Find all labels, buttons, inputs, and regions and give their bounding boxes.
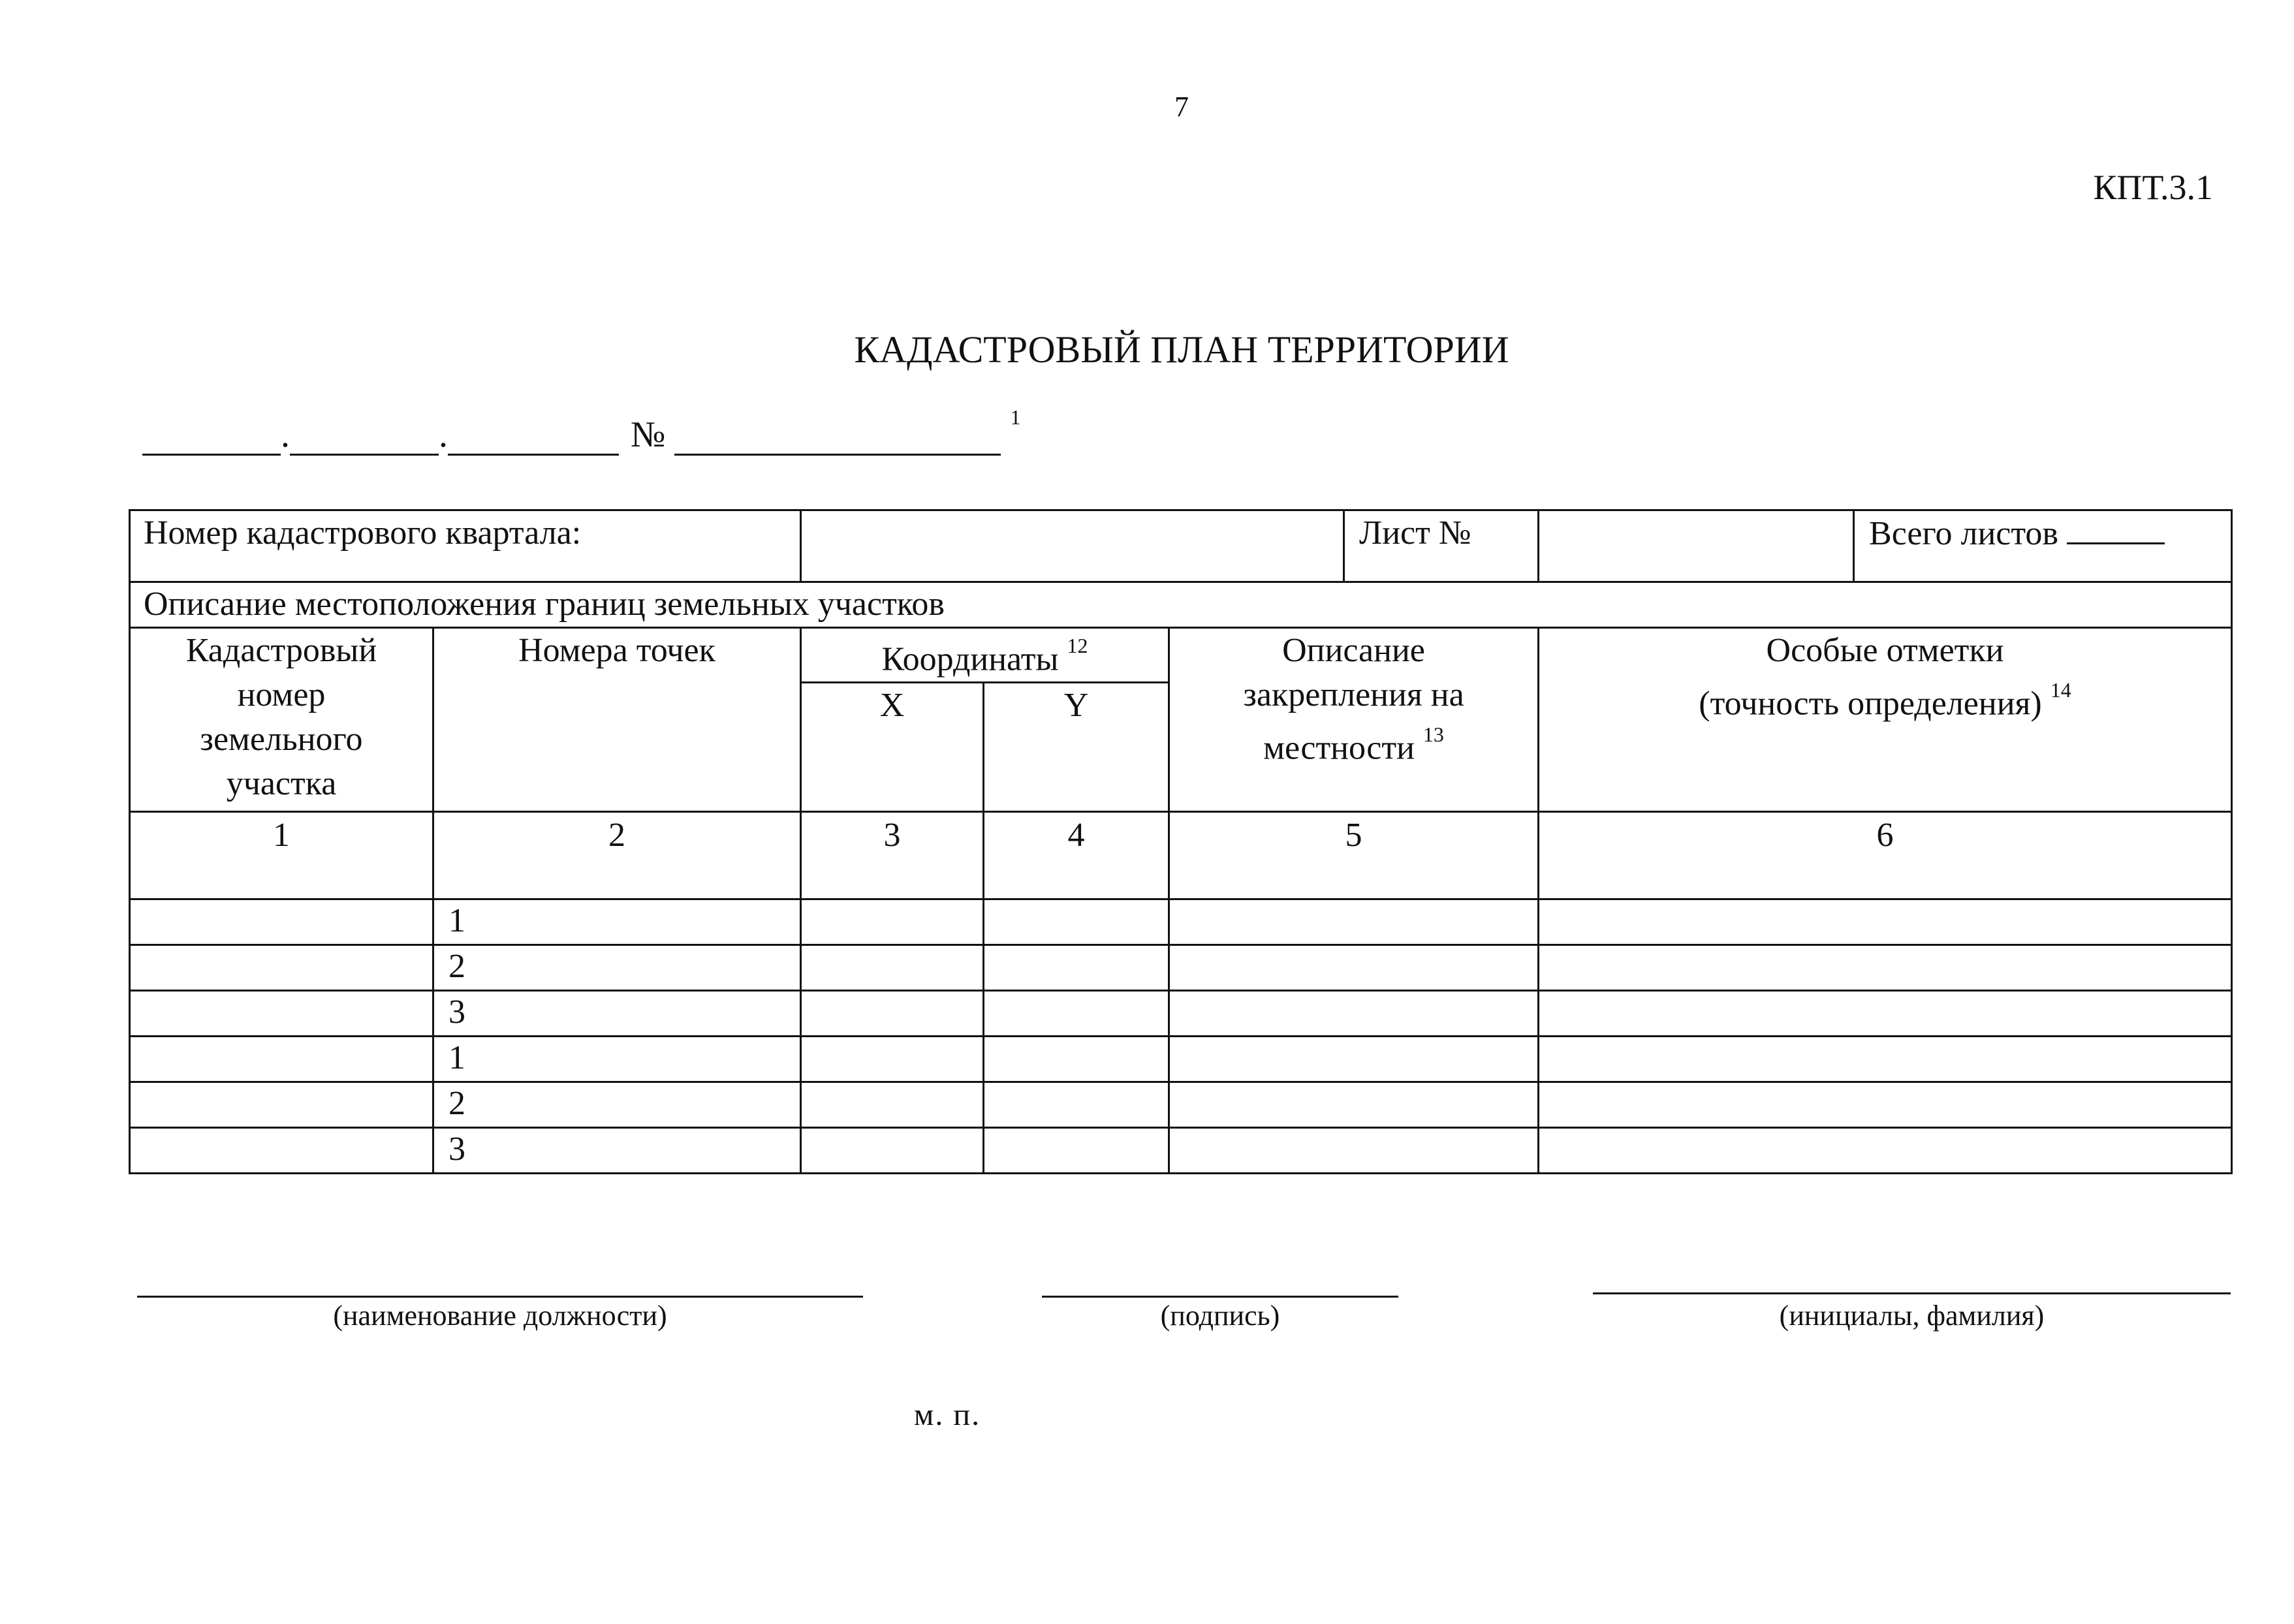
- document-number-blank[interactable]: [674, 420, 1001, 456]
- date-separator: .: [439, 414, 448, 455]
- cadastral-number-cell[interactable]: [130, 945, 433, 991]
- stamp-place-label: м. п.: [914, 1398, 981, 1432]
- column-number: 3: [801, 812, 984, 899]
- fixing-cell[interactable]: [1169, 1128, 1539, 1174]
- fixing-cell[interactable]: [1169, 945, 1539, 991]
- quarter-label-cell: [130, 510, 801, 582]
- number-sign: №: [631, 414, 666, 455]
- quarter-value-cell[interactable]: [801, 510, 1539, 582]
- point-number-cell: 3: [433, 991, 801, 1037]
- cadastral-number-cell[interactable]: [130, 991, 433, 1037]
- total-sheets-blank[interactable]: [2067, 514, 2165, 544]
- cadastral-number-cell[interactable]: [130, 1128, 433, 1174]
- col-remarks-header: [1539, 628, 2232, 812]
- form-code: КПТ.3.1: [2093, 168, 2213, 207]
- point-number-cell: 2: [433, 1082, 801, 1128]
- signature-line[interactable]: [1042, 1296, 1398, 1298]
- name-signature-line[interactable]: [1593, 1292, 2231, 1294]
- date-number-line: [142, 405, 1021, 456]
- table-row: [130, 1128, 2232, 1174]
- remarks-cell[interactable]: [1539, 1128, 2232, 1174]
- y-cell[interactable]: [984, 1037, 1169, 1082]
- fixing-cell[interactable]: [1169, 899, 1539, 945]
- x-cell[interactable]: [801, 945, 984, 991]
- column-number: 4: [984, 812, 1169, 899]
- col-x-header: X: [801, 683, 984, 812]
- table-row: [130, 945, 2232, 991]
- table-row: [130, 1082, 2232, 1128]
- quarter-row: [130, 510, 2232, 582]
- signature-caption: (подпись): [1160, 1300, 1280, 1332]
- year-blank[interactable]: [448, 420, 619, 456]
- name-caption: (инициалы, фамилия): [1779, 1300, 2045, 1332]
- total-sheets: [1855, 511, 2165, 581]
- col-points-header: Номера точек: [433, 628, 801, 812]
- col-cadastral-line: участка: [226, 765, 337, 802]
- date-separator: .: [281, 414, 290, 455]
- y-cell[interactable]: [984, 1128, 1169, 1174]
- table-row: [130, 991, 2232, 1037]
- page-number: 7: [1174, 91, 1189, 123]
- section-title-row: [130, 582, 2232, 628]
- footnote-marker: 13: [1422, 723, 1444, 746]
- column-number: 2: [433, 812, 801, 899]
- month-blank[interactable]: [290, 420, 439, 456]
- position-signature-line[interactable]: [137, 1296, 863, 1298]
- table-row: [130, 1037, 2232, 1082]
- position-caption: (наименование должности): [333, 1300, 667, 1332]
- remarks-cell[interactable]: [1539, 1037, 2232, 1082]
- column-number: 6: [1539, 812, 2232, 899]
- x-cell[interactable]: [801, 1037, 984, 1082]
- footnote-marker: 1: [1010, 405, 1021, 429]
- fixing-cell[interactable]: [1169, 1037, 1539, 1082]
- remarks-cell[interactable]: [1539, 945, 2232, 991]
- column-number: 1: [130, 812, 433, 899]
- remarks-cell[interactable]: [1539, 899, 2232, 945]
- x-cell[interactable]: [801, 1082, 984, 1128]
- total-sheets-label: Всего листов: [1869, 515, 2058, 552]
- sheet-number-blank[interactable]: [1359, 552, 1475, 582]
- quarter-value[interactable]: [802, 511, 1345, 581]
- remarks-cell[interactable]: [1539, 991, 2232, 1037]
- y-cell[interactable]: [984, 945, 1169, 991]
- fixing-cell[interactable]: [1169, 991, 1539, 1037]
- col-fixing-line: Описание: [1282, 632, 1425, 669]
- point-number-cell: 1: [433, 899, 801, 945]
- table-row: [130, 899, 2232, 945]
- col-fixing-line: [1170, 717, 1537, 770]
- col-remarks-line: [1539, 673, 2231, 726]
- cadastral-table: [129, 509, 2233, 1174]
- remarks-cell[interactable]: [1539, 1082, 2232, 1128]
- x-cell[interactable]: [801, 991, 984, 1037]
- col-fixing-line: закрепления на: [1243, 676, 1464, 713]
- section-title: Описание местоположения границ земельных участков: [130, 582, 2232, 628]
- coordinates-label: Координаты: [881, 640, 1059, 678]
- document-title: КАДАСТРОВЫЙ ПЛАН ТЕРРИТОРИИ: [854, 328, 1509, 371]
- y-cell[interactable]: [984, 1082, 1169, 1128]
- total-sheets-cell: [1539, 510, 2232, 582]
- y-cell[interactable]: [984, 991, 1169, 1037]
- column-numbers-row: [130, 812, 2232, 899]
- sheet-label: Лист №: [1359, 514, 1471, 552]
- col-y-header: Y: [984, 683, 1169, 812]
- cadastral-number-cell[interactable]: [130, 899, 433, 945]
- col-cadastral-line: Кадастровый: [185, 632, 377, 669]
- fixing-cell[interactable]: [1169, 1082, 1539, 1128]
- col-fixing-text: местности: [1263, 729, 1415, 767]
- cadastral-number-cell[interactable]: [130, 1082, 433, 1128]
- x-cell[interactable]: [801, 899, 984, 945]
- x-cell[interactable]: [801, 1128, 984, 1174]
- sheet-number-extension: [1539, 511, 1855, 581]
- day-blank[interactable]: [142, 420, 281, 456]
- col-remarks-text: (точность определения): [1699, 685, 2042, 723]
- col-fixing-header: [1169, 628, 1539, 812]
- y-cell[interactable]: [984, 899, 1169, 945]
- col-coordinates-header: [801, 628, 1169, 683]
- footnote-marker: 12: [1067, 634, 1088, 657]
- col-cadastral-line: земельного: [200, 721, 363, 758]
- header-row-top: [130, 628, 2232, 683]
- point-number-cell: 1: [433, 1037, 801, 1082]
- point-number-cell: 3: [433, 1128, 801, 1174]
- col-remarks-line: Особые отметки: [1766, 632, 2004, 669]
- col-cadastral-header: [130, 628, 433, 812]
- sheet-number-cell: [1345, 511, 1537, 581]
- point-number-cell: 2: [433, 945, 801, 991]
- column-number: 5: [1169, 812, 1539, 899]
- cadastral-number-cell[interactable]: [130, 1037, 433, 1082]
- quarter-label: Номер кадастрового квартала:: [144, 514, 582, 552]
- footnote-marker: 14: [2050, 678, 2071, 702]
- col-cadastral-line: номер: [237, 676, 326, 713]
